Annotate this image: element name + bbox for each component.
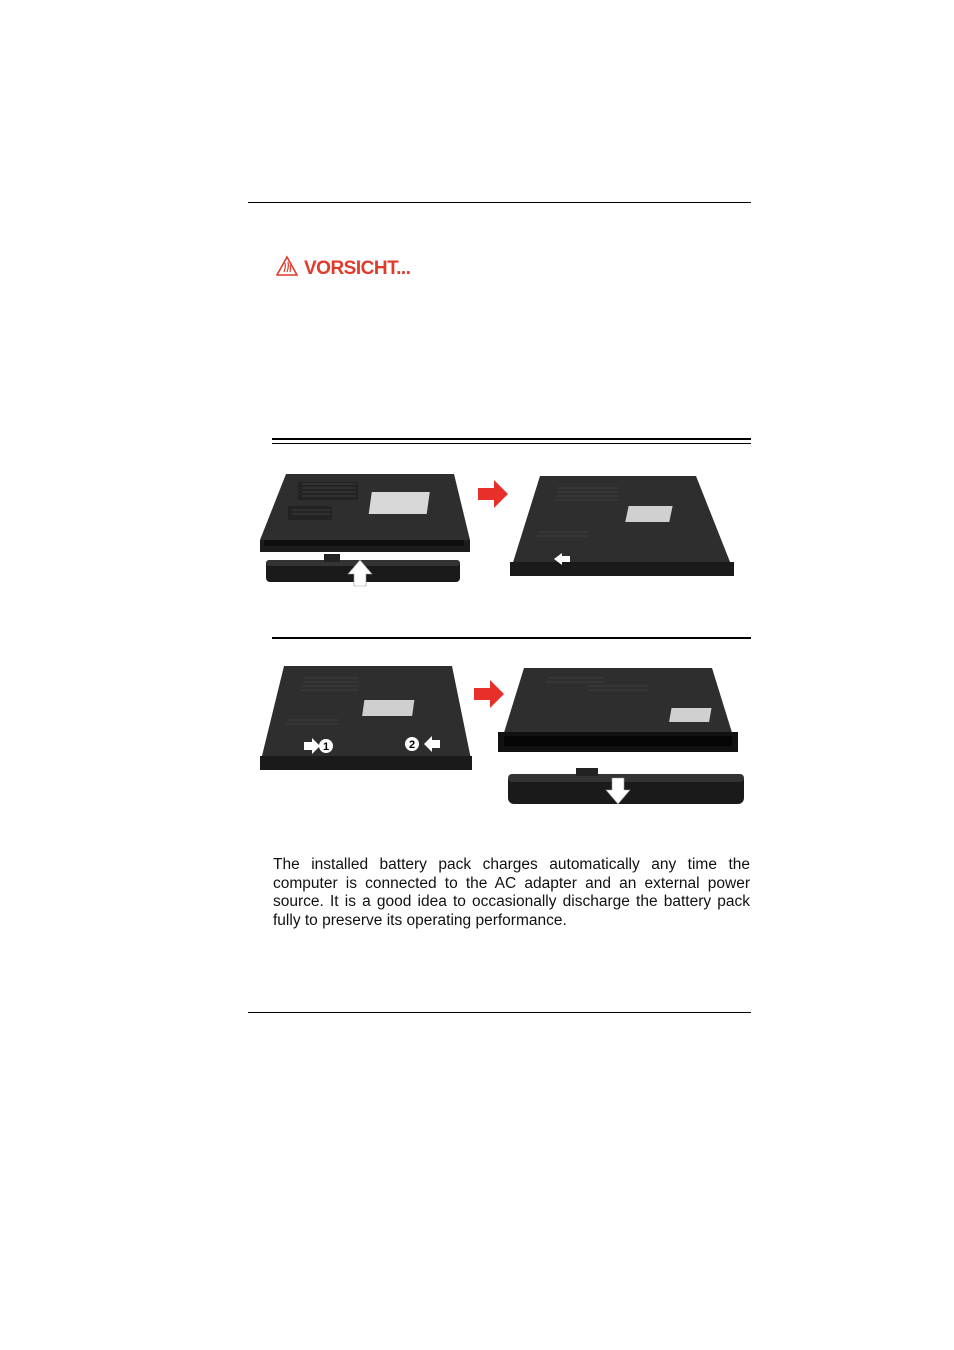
footer-rule bbox=[248, 1012, 751, 1013]
battery-insert-figure bbox=[258, 462, 744, 590]
caution-label: VORSICHT... bbox=[304, 257, 411, 279]
step-marker-2-label: 2 bbox=[408, 739, 416, 751]
laptop-bottom-right-image bbox=[498, 668, 738, 752]
caution-heading bbox=[276, 255, 410, 282]
battery-remove-figure bbox=[258, 660, 744, 810]
laptop-bottom-right-image bbox=[510, 476, 734, 576]
red-arrow-right-icon bbox=[478, 480, 508, 508]
red-arrow-right-icon bbox=[474, 680, 504, 708]
section-rule-2 bbox=[272, 637, 751, 639]
battery-charging-paragraph: The installed battery pack charges automatically any time the computer is connected to the AC adapter and an external power source. It is a good idea to occasionally discharge the battery pack fully to preserve its operating performance. bbox=[273, 856, 750, 929]
section-rule-1 bbox=[272, 438, 751, 444]
warning-triangle-icon bbox=[276, 255, 298, 282]
laptop-bottom-left-image bbox=[260, 666, 472, 770]
header-rule bbox=[248, 202, 751, 203]
battery-pack-image bbox=[508, 768, 744, 804]
step-marker-1-label: 1 bbox=[322, 741, 330, 753]
laptop-bottom-left-image bbox=[260, 474, 470, 552]
